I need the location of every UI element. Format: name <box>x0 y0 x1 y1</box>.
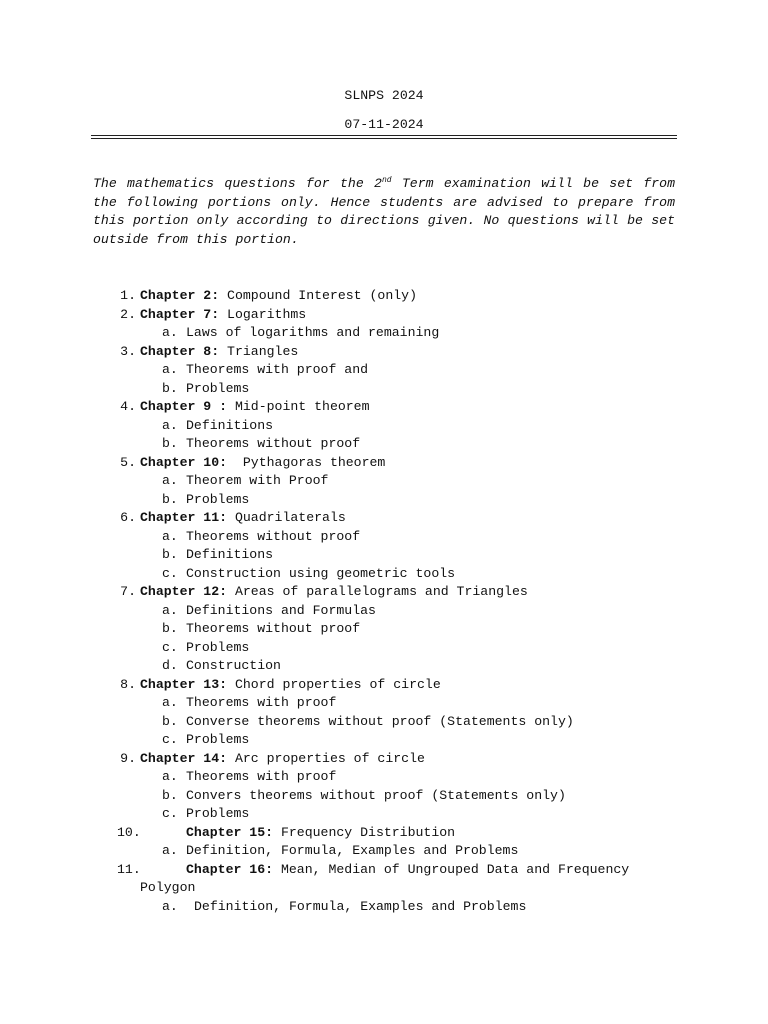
sub-item-text: Problems <box>186 491 250 507</box>
sub-item <box>0 713 768 732</box>
sub-item-text: Definition, Formula, Examples and Problems <box>186 843 519 858</box>
chapter-label: Chapter 9 : <box>140 399 228 414</box>
sub-item <box>0 694 768 713</box>
chapter-heading <box>140 398 370 417</box>
chapter-topic: Triangles <box>219 343 299 359</box>
sub-item-letter: a. <box>162 325 178 340</box>
chapter-heading <box>186 861 629 880</box>
item-number: 10. <box>117 824 141 840</box>
sub-item-text: Definition, Formula, Examples and Problems <box>194 898 527 914</box>
chapter-label: Chapter 16: <box>186 861 274 877</box>
sub-item-text: Theorems without proof <box>186 528 361 544</box>
sub-item-letter: a. <box>162 769 178 784</box>
chapter-topic: Chord properties of circle <box>227 676 441 692</box>
list-item <box>0 750 768 769</box>
sub-item-letter: b. <box>162 380 178 396</box>
sub-item-text: Definitions <box>186 417 274 433</box>
list-item <box>0 343 768 362</box>
list-item <box>0 583 768 602</box>
item-number: 1. <box>120 288 136 303</box>
sub-item-letter: c. <box>162 639 178 655</box>
sub-item-text: Problems <box>186 732 250 747</box>
list-item <box>0 824 768 843</box>
chapter-label: Chapter 8: <box>140 343 220 359</box>
chapter-heading <box>140 287 417 306</box>
chapter-topic: Pythagoras theorem <box>227 454 386 470</box>
chapter-label: Chapter 15: <box>186 824 274 840</box>
sub-item-letter: b. <box>162 436 178 451</box>
item-number: 4. <box>120 399 136 414</box>
sub-item <box>0 546 768 565</box>
sub-item-text: Theorems with proof <box>186 769 337 784</box>
chapter-heading <box>140 454 385 473</box>
intro-paragraph <box>93 175 675 250</box>
intro-superscript: nd <box>381 176 392 185</box>
item-number: 11. <box>117 861 141 877</box>
intro-text-2: Term examination will be set from the following portions only. Hence students are advised to prepare from this portion only according to directions given. No questions will be set outside from this portion. <box>93 176 675 248</box>
sub-item-letter: a. <box>162 695 178 710</box>
sub-item <box>0 602 768 621</box>
sub-item <box>0 787 768 806</box>
sub-item-letter: c. <box>162 806 178 821</box>
sub-item-text: Problems <box>186 380 250 396</box>
chapter-label: Chapter 7: <box>140 306 220 322</box>
sub-item <box>0 324 768 343</box>
chapter-heading <box>140 750 425 769</box>
sub-item-letter: b. <box>162 713 178 729</box>
chapter-heading <box>140 509 346 528</box>
sub-item-text: Laws of logarithms and remaining <box>186 325 440 340</box>
chapter-topic: Compound Interest (only) <box>219 288 417 303</box>
sub-item <box>0 528 768 547</box>
item-number: 5. <box>120 454 136 470</box>
sub-item <box>0 565 768 584</box>
sub-item-text: Theorems with proof <box>186 695 337 710</box>
chapter-heading <box>140 343 298 362</box>
sub-item-letter: a. <box>162 528 178 544</box>
list-item <box>0 676 768 695</box>
sub-item <box>0 435 768 454</box>
intro-text-1: The mathematics questions for the 2 <box>93 176 382 191</box>
chapter-topic: Frequency Distribution <box>273 824 456 840</box>
sub-item <box>0 380 768 399</box>
sub-item-letter: c. <box>162 565 178 581</box>
sub-item-letter: b. <box>162 547 178 562</box>
chapter-heading <box>140 583 528 602</box>
sub-item-text: Converse theorems without proof (Statements only) <box>186 713 574 729</box>
chapter-topic-continuation: Polygon <box>140 880 196 895</box>
chapter-topic: Mean, Median of Ungrouped Data and Frequency <box>273 861 630 877</box>
chapter-topic: Quadrilaterals <box>227 510 346 525</box>
sub-item <box>0 417 768 436</box>
sub-item <box>0 731 768 750</box>
sub-item <box>0 361 768 380</box>
portion-list <box>0 287 768 916</box>
chapter-label: Chapter 2: <box>140 288 220 303</box>
sub-item-letter: a. <box>162 473 178 488</box>
sub-item-letter: a. <box>162 417 178 433</box>
sub-item-text: Construction using geometric tools <box>186 565 456 581</box>
sub-item-text: Theorem with Proof <box>186 473 329 488</box>
sub-item-letter: b. <box>162 621 178 636</box>
chapter-label: Chapter 12: <box>140 584 228 599</box>
sub-item <box>0 898 768 917</box>
list-item <box>0 454 768 473</box>
sub-item-text: Theorems without proof <box>186 621 361 636</box>
sub-item-letter: b. <box>162 787 178 803</box>
school-title: SLNPS 2024 <box>344 88 424 103</box>
sub-item-text: Construction <box>186 658 281 673</box>
chapter-label: Chapter 14: <box>140 750 228 766</box>
item-number: 9. <box>120 750 136 766</box>
list-item <box>0 509 768 528</box>
chapter-heading <box>140 676 441 695</box>
sub-item <box>0 768 768 787</box>
document-date: 07-11-2024 <box>344 117 424 132</box>
sub-item <box>0 639 768 658</box>
sub-item <box>0 657 768 676</box>
chapter-topic: Areas of parallelograms and Triangles <box>227 584 528 599</box>
list-item-continuation <box>0 879 768 898</box>
header-rule-top <box>91 135 677 136</box>
sub-item <box>0 472 768 491</box>
sub-item-letter: d. <box>162 658 178 673</box>
sub-item-letter: b. <box>162 491 178 507</box>
sub-item-text: Problems <box>186 639 250 655</box>
item-number: 6. <box>120 510 136 525</box>
sub-item <box>0 805 768 824</box>
sub-item <box>0 620 768 639</box>
list-item <box>0 398 768 417</box>
sub-item-text: Definitions and Formulas <box>186 602 376 618</box>
sub-item <box>0 842 768 861</box>
item-number: 7. <box>120 584 136 599</box>
item-number: 3. <box>120 343 136 359</box>
sub-item-text: Convers theorems without proof (Statements only) <box>186 787 566 803</box>
sub-item <box>0 491 768 510</box>
list-item <box>0 287 768 306</box>
sub-item-letter: a. <box>162 362 178 377</box>
sub-item-text: Theorems with proof and <box>186 362 369 377</box>
sub-item-letter: a. <box>162 602 178 618</box>
list-item <box>0 861 768 880</box>
sub-item-text: Problems <box>186 806 250 821</box>
chapter-heading <box>186 824 455 843</box>
chapter-topic: Logarithms <box>219 306 307 322</box>
chapter-label: Chapter 11: <box>140 510 228 525</box>
chapter-topic: Arc properties of circle <box>227 750 425 766</box>
sub-item-text: Definitions <box>186 547 274 562</box>
sub-item-letter: a. <box>162 843 178 858</box>
chapter-topic: Mid-point theorem <box>227 399 370 414</box>
sub-item-letter: a. <box>162 898 178 914</box>
list-item <box>0 306 768 325</box>
chapter-label: Chapter 13: <box>140 676 228 692</box>
sub-item-letter: c. <box>162 732 178 747</box>
item-number: 2. <box>120 306 136 322</box>
sub-item-text: Theorems without proof <box>186 436 361 451</box>
chapter-heading <box>140 306 306 325</box>
chapter-label: Chapter 10: <box>140 454 228 470</box>
header-rule-bottom <box>91 138 677 139</box>
item-number: 8. <box>120 676 136 692</box>
